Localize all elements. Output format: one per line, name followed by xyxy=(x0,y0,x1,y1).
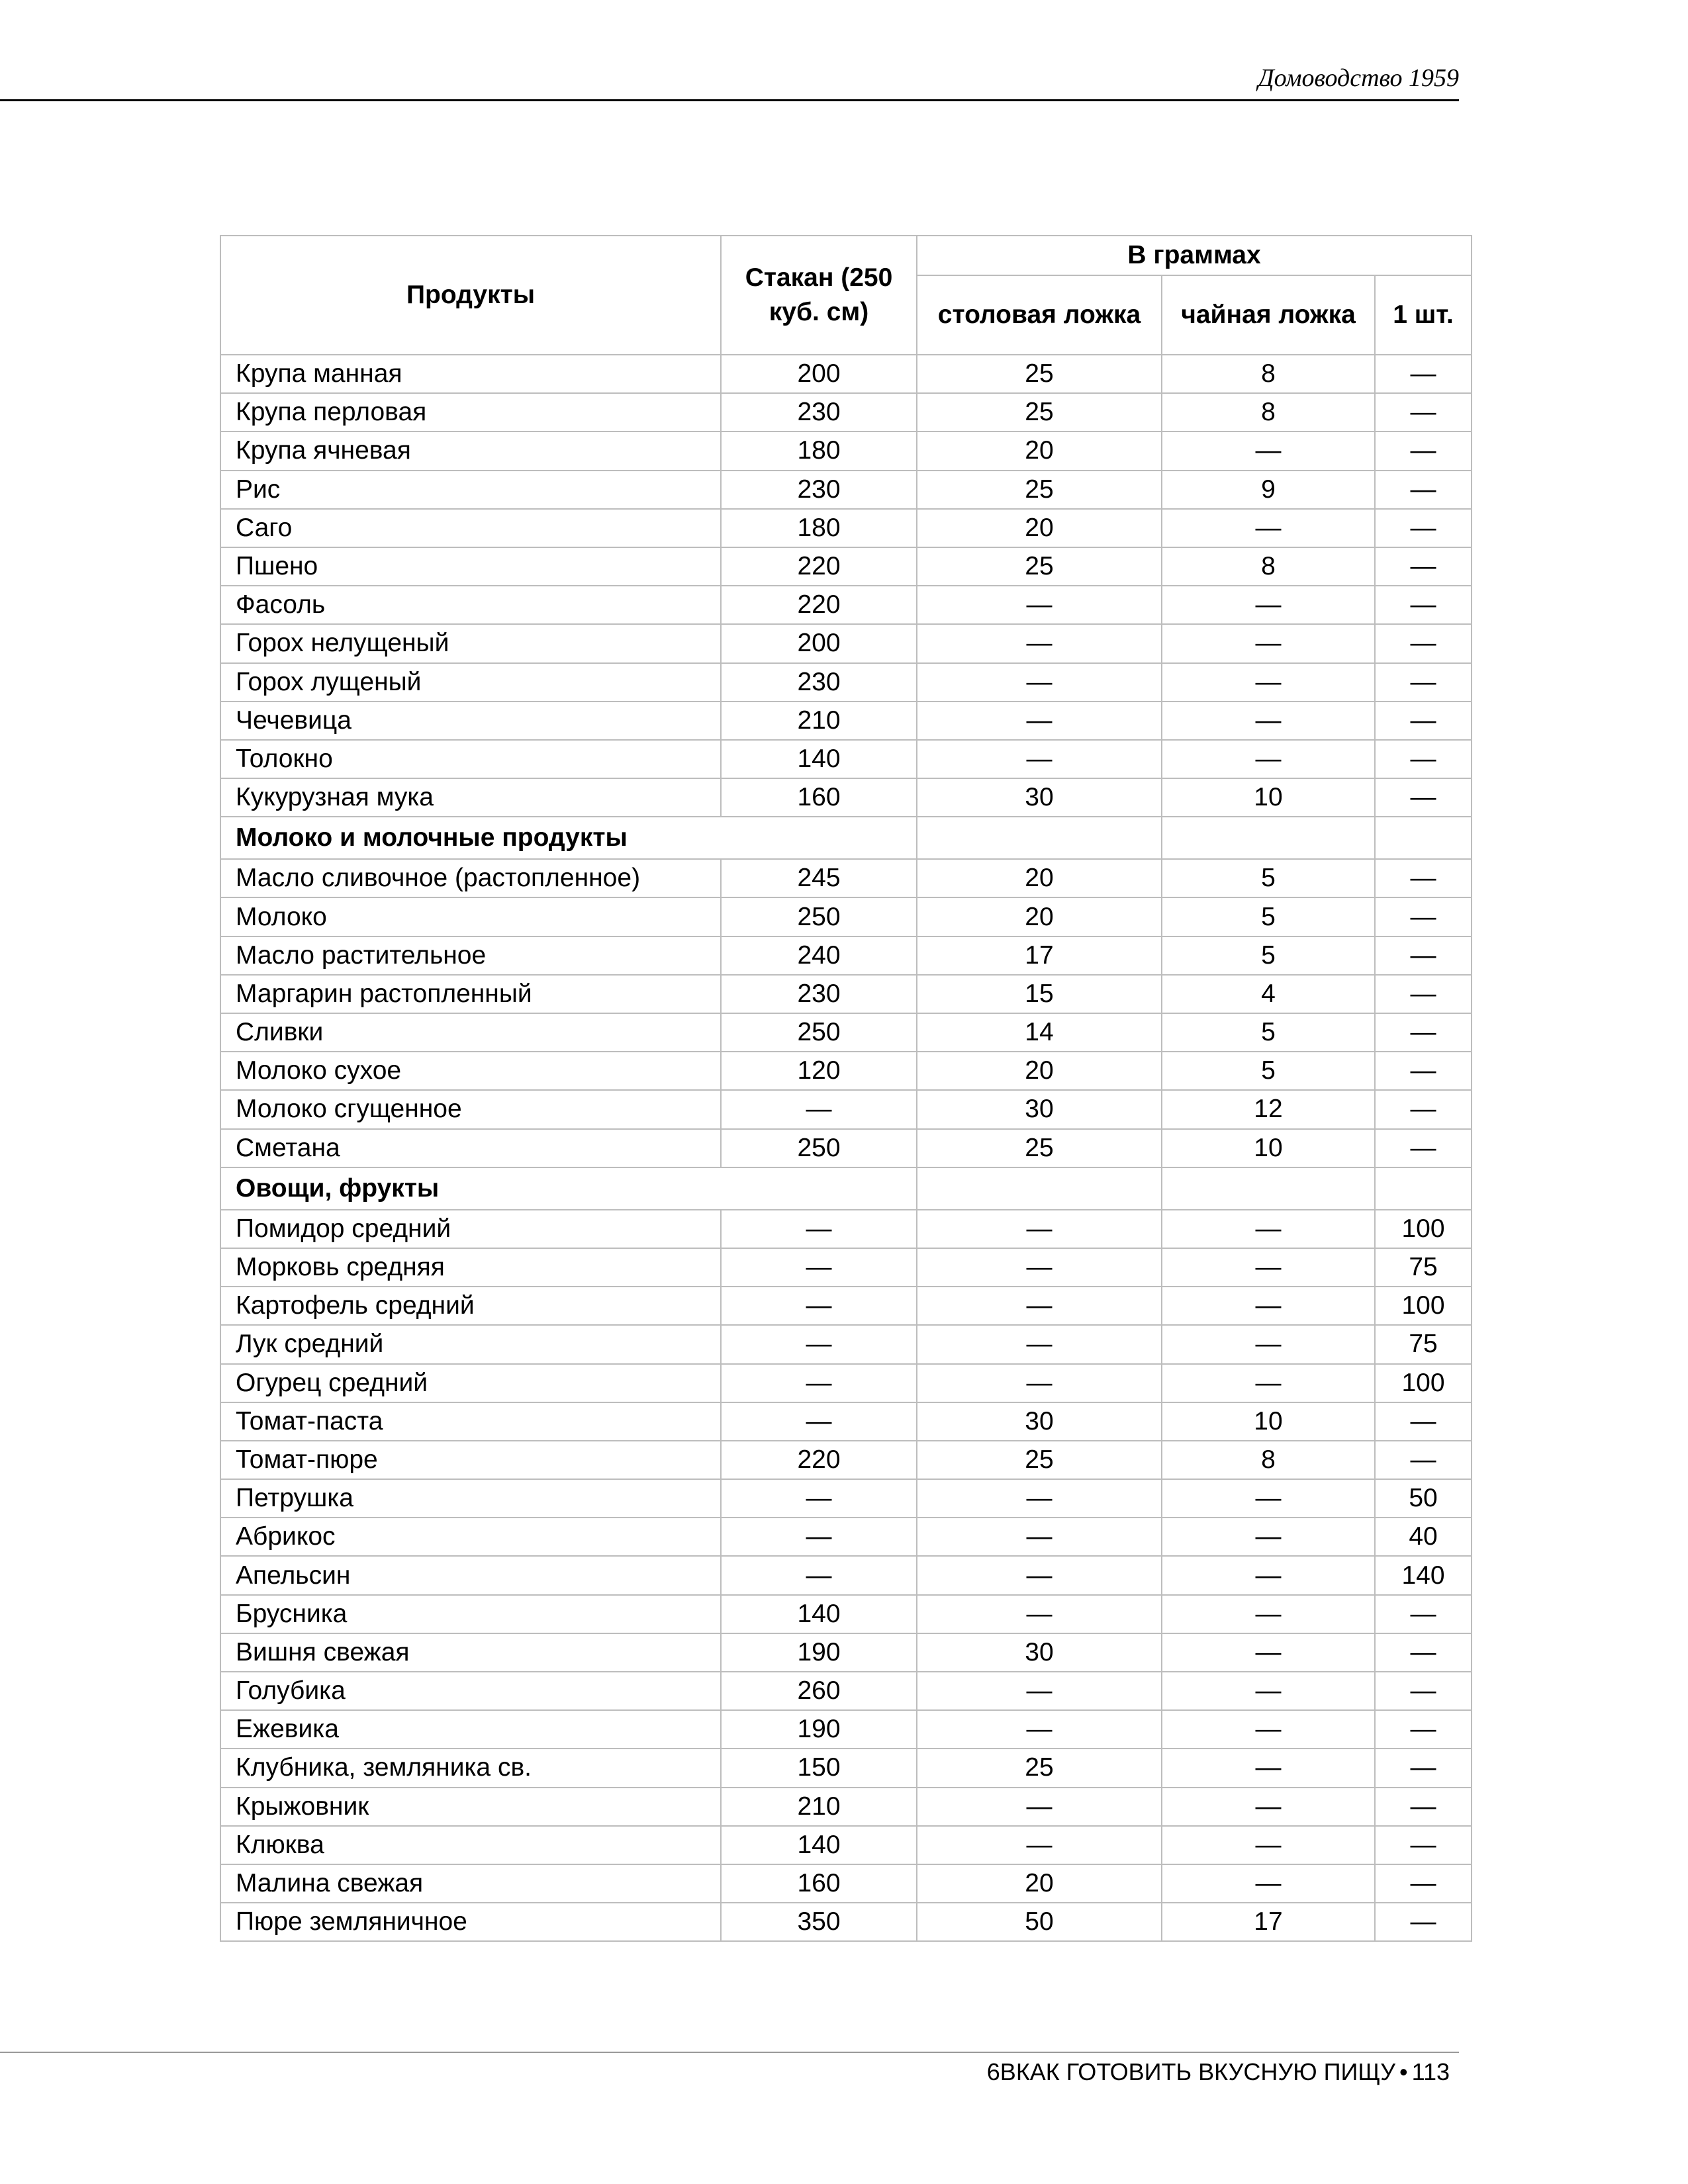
tablespoon-cell: 30 xyxy=(917,1090,1162,1128)
empty-cell xyxy=(1375,817,1472,859)
teaspoon-cell: 5 xyxy=(1162,859,1375,897)
tablespoon-cell: 20 xyxy=(917,1052,1162,1090)
measures-table xyxy=(220,235,1472,1942)
table-row xyxy=(220,1210,1472,1248)
product-name-cell: Лук средний xyxy=(220,1325,721,1363)
footer-text: 6ВКАК ГОТОВИТЬ ВКУСНУЮ ПИЩУ xyxy=(986,2058,1395,2085)
piece-cell: — xyxy=(1375,897,1472,936)
teaspoon-cell: 17 xyxy=(1162,1903,1375,1941)
piece-cell: 40 xyxy=(1375,1518,1472,1556)
glass-cell: — xyxy=(721,1210,917,1248)
piece-cell: — xyxy=(1375,1903,1472,1941)
teaspoon-cell: 5 xyxy=(1162,1052,1375,1090)
teaspoon-cell: 5 xyxy=(1162,1013,1375,1052)
tablespoon-cell: 25 xyxy=(917,393,1162,432)
piece-cell: 140 xyxy=(1375,1556,1472,1594)
section-header-row xyxy=(220,1167,1472,1210)
teaspoon-cell: — xyxy=(1162,1864,1375,1903)
piece-cell: — xyxy=(1375,1633,1472,1672)
glass-cell: 250 xyxy=(721,1013,917,1052)
product-name-cell: Крыжовник xyxy=(220,1788,721,1826)
header-rule xyxy=(0,99,1459,101)
table-row xyxy=(220,1518,1472,1556)
column-header-piece: 1 шт. xyxy=(1375,275,1472,355)
product-name-cell: Горох лущеный xyxy=(220,663,721,702)
glass-cell: 250 xyxy=(721,1129,917,1167)
glass-cell: 120 xyxy=(721,1052,917,1090)
tablespoon-cell: 30 xyxy=(917,1633,1162,1672)
glass-cell: 200 xyxy=(721,624,917,662)
glass-cell: 230 xyxy=(721,975,917,1013)
tablespoon-cell: — xyxy=(917,586,1162,624)
product-name-cell: Апельсин xyxy=(220,1556,721,1594)
teaspoon-cell: 8 xyxy=(1162,393,1375,432)
table-row xyxy=(220,1595,1472,1633)
table-row xyxy=(220,547,1472,586)
tablespoon-cell: 30 xyxy=(917,778,1162,817)
teaspoon-cell: — xyxy=(1162,1287,1375,1325)
piece-cell: — xyxy=(1375,393,1472,432)
glass-cell: 140 xyxy=(721,1826,917,1864)
table-row xyxy=(220,1402,1472,1441)
glass-cell: 245 xyxy=(721,859,917,897)
piece-cell: — xyxy=(1375,1402,1472,1441)
glass-cell: 220 xyxy=(721,1441,917,1479)
glass-cell: 160 xyxy=(721,778,917,817)
product-name-cell: Маргарин растопленный xyxy=(220,975,721,1013)
table-row xyxy=(220,509,1472,547)
column-header-product: Продукты xyxy=(220,236,721,355)
tablespoon-cell: 25 xyxy=(917,1129,1162,1167)
piece-cell: — xyxy=(1375,624,1472,662)
tablespoon-cell: 20 xyxy=(917,897,1162,936)
product-name-cell: Абрикос xyxy=(220,1518,721,1556)
tablespoon-cell: — xyxy=(917,1518,1162,1556)
table-row xyxy=(220,663,1472,702)
tablespoon-cell: — xyxy=(917,740,1162,778)
teaspoon-cell: 10 xyxy=(1162,778,1375,817)
teaspoon-cell: 10 xyxy=(1162,1129,1375,1167)
teaspoon-cell: — xyxy=(1162,624,1375,662)
piece-cell: — xyxy=(1375,1788,1472,1826)
glass-cell: 150 xyxy=(721,1749,917,1787)
piece-cell: — xyxy=(1375,1710,1472,1749)
tablespoon-cell: — xyxy=(917,1287,1162,1325)
section-header-row xyxy=(220,817,1472,859)
teaspoon-cell: — xyxy=(1162,432,1375,470)
table-row xyxy=(220,1248,1472,1287)
product-name-cell: Пшено xyxy=(220,547,721,586)
piece-cell: 75 xyxy=(1375,1248,1472,1287)
table-row xyxy=(220,936,1472,975)
product-name-cell: Пюре земляничное xyxy=(220,1903,721,1941)
table-row xyxy=(220,1090,1472,1128)
tablespoon-cell: — xyxy=(917,624,1162,662)
table-row xyxy=(220,1287,1472,1325)
tablespoon-cell: — xyxy=(917,1826,1162,1864)
tablespoon-cell: 25 xyxy=(917,471,1162,509)
product-name-cell: Молоко сухое xyxy=(220,1052,721,1090)
table-row xyxy=(220,1325,1472,1363)
tablespoon-cell: 25 xyxy=(917,1441,1162,1479)
glass-cell: 140 xyxy=(721,1595,917,1633)
table-row xyxy=(220,1672,1472,1710)
product-name-cell: Молоко сгущенное xyxy=(220,1090,721,1128)
table-row xyxy=(220,1903,1472,1941)
product-name-cell: Крупа манная xyxy=(220,355,721,393)
footer-rule xyxy=(0,2052,1459,2053)
table-body xyxy=(220,355,1472,1941)
piece-cell: — xyxy=(1375,586,1472,624)
glass-cell: 140 xyxy=(721,740,917,778)
product-name-cell: Масло растительное xyxy=(220,936,721,975)
glass-cell: 220 xyxy=(721,586,917,624)
teaspoon-cell: — xyxy=(1162,586,1375,624)
table-row xyxy=(220,1633,1472,1672)
running-footer xyxy=(987,2058,1450,2086)
table-row xyxy=(220,1710,1472,1749)
tablespoon-cell: 30 xyxy=(917,1402,1162,1441)
tablespoon-cell: — xyxy=(917,1556,1162,1594)
tablespoon-cell: — xyxy=(917,1710,1162,1749)
teaspoon-cell: — xyxy=(1162,1518,1375,1556)
teaspoon-cell: — xyxy=(1162,1325,1375,1363)
section-title: Молоко и молочные продукты xyxy=(220,817,917,859)
tablespoon-cell: 25 xyxy=(917,355,1162,393)
tablespoon-cell: — xyxy=(917,1672,1162,1710)
column-group-grams: В граммах xyxy=(917,236,1472,275)
table-row xyxy=(220,1364,1472,1402)
product-name-cell: Морковь средняя xyxy=(220,1248,721,1287)
teaspoon-cell: 9 xyxy=(1162,471,1375,509)
glass-cell: 220 xyxy=(721,547,917,586)
product-name-cell: Томат-паста xyxy=(220,1402,721,1441)
teaspoon-cell: 5 xyxy=(1162,936,1375,975)
teaspoon-cell: — xyxy=(1162,1556,1375,1594)
glass-cell: — xyxy=(721,1287,917,1325)
glass-cell: 190 xyxy=(721,1633,917,1672)
teaspoon-cell: — xyxy=(1162,1672,1375,1710)
product-name-cell: Клюква xyxy=(220,1826,721,1864)
tablespoon-cell: 25 xyxy=(917,1749,1162,1787)
glass-cell: 350 xyxy=(721,1903,917,1941)
piece-cell: — xyxy=(1375,975,1472,1013)
teaspoon-cell: — xyxy=(1162,509,1375,547)
piece-cell: — xyxy=(1375,1826,1472,1864)
tablespoon-cell: — xyxy=(917,1325,1162,1363)
tablespoon-cell: 17 xyxy=(917,936,1162,975)
tablespoon-cell: — xyxy=(917,1364,1162,1402)
teaspoon-cell: — xyxy=(1162,1788,1375,1826)
running-header-title: Домоводство 1959 xyxy=(1258,64,1459,92)
piece-cell: — xyxy=(1375,1052,1472,1090)
product-name-cell: Фасоль xyxy=(220,586,721,624)
glass-cell: 250 xyxy=(721,897,917,936)
piece-cell: — xyxy=(1375,1672,1472,1710)
glass-cell: 190 xyxy=(721,1710,917,1749)
empty-cell xyxy=(1375,1167,1472,1210)
product-name-cell: Малина свежая xyxy=(220,1864,721,1903)
teaspoon-cell: — xyxy=(1162,702,1375,740)
glass-cell: 210 xyxy=(721,1788,917,1826)
table-row xyxy=(220,1749,1472,1787)
column-header-teaspoon: чайная ложка xyxy=(1162,275,1375,355)
table-row xyxy=(220,624,1472,662)
teaspoon-cell: — xyxy=(1162,1210,1375,1248)
piece-cell: 100 xyxy=(1375,1364,1472,1402)
empty-cell xyxy=(917,1167,1162,1210)
piece-cell: — xyxy=(1375,936,1472,975)
product-name-cell: Сметана xyxy=(220,1129,721,1167)
product-name-cell: Картофель средний xyxy=(220,1287,721,1325)
table-row xyxy=(220,586,1472,624)
tablespoon-cell: — xyxy=(917,663,1162,702)
teaspoon-cell: — xyxy=(1162,1633,1375,1672)
product-name-cell: Масло сливочное (растопленное) xyxy=(220,859,721,897)
glass-cell: 230 xyxy=(721,663,917,702)
table-row xyxy=(220,702,1472,740)
empty-cell xyxy=(1162,817,1375,859)
product-name-cell: Сливки xyxy=(220,1013,721,1052)
empty-cell xyxy=(1162,1167,1375,1210)
table-row xyxy=(220,355,1472,393)
product-name-cell: Голубика xyxy=(220,1672,721,1710)
tablespoon-cell: 20 xyxy=(917,509,1162,547)
teaspoon-cell: — xyxy=(1162,663,1375,702)
tablespoon-cell: — xyxy=(917,702,1162,740)
section-title: Овощи, фрукты xyxy=(220,1167,917,1210)
teaspoon-cell: — xyxy=(1162,1364,1375,1402)
piece-cell: — xyxy=(1375,1129,1472,1167)
product-name-cell: Ежевика xyxy=(220,1710,721,1749)
tablespoon-cell: 15 xyxy=(917,975,1162,1013)
glass-cell: 230 xyxy=(721,393,917,432)
piece-cell: — xyxy=(1375,1013,1472,1052)
glass-cell: 200 xyxy=(721,355,917,393)
tablespoon-cell: — xyxy=(917,1479,1162,1518)
product-name-cell: Брусника xyxy=(220,1595,721,1633)
teaspoon-cell: — xyxy=(1162,1479,1375,1518)
product-name-cell: Горох нелущеный xyxy=(220,624,721,662)
product-name-cell: Клубника, земляника св. xyxy=(220,1749,721,1787)
table-row xyxy=(220,471,1472,509)
empty-cell xyxy=(917,817,1162,859)
product-name-cell: Вишня свежая xyxy=(220,1633,721,1672)
table-row xyxy=(220,1441,1472,1479)
teaspoon-cell: — xyxy=(1162,1710,1375,1749)
glass-cell: 180 xyxy=(721,509,917,547)
piece-cell: 50 xyxy=(1375,1479,1472,1518)
table-row xyxy=(220,1556,1472,1594)
footer-bullet: • xyxy=(1399,2058,1408,2085)
tablespoon-cell: 50 xyxy=(917,1903,1162,1941)
glass-cell: 260 xyxy=(721,1672,917,1710)
glass-cell: 180 xyxy=(721,432,917,470)
glass-cell: 240 xyxy=(721,936,917,975)
product-name-cell: Огурец средний xyxy=(220,1364,721,1402)
product-name-cell: Рис xyxy=(220,471,721,509)
tablespoon-cell: — xyxy=(917,1788,1162,1826)
piece-cell: — xyxy=(1375,355,1472,393)
piece-cell: 100 xyxy=(1375,1287,1472,1325)
teaspoon-cell: 10 xyxy=(1162,1402,1375,1441)
glass-cell: — xyxy=(721,1479,917,1518)
column-header-glass: Стакан (250 куб. см) xyxy=(721,236,917,355)
table-row xyxy=(220,393,1472,432)
teaspoon-cell: 8 xyxy=(1162,547,1375,586)
teaspoon-cell: — xyxy=(1162,1248,1375,1287)
teaspoon-cell: — xyxy=(1162,1826,1375,1864)
piece-cell: 75 xyxy=(1375,1325,1472,1363)
glass-cell: — xyxy=(721,1248,917,1287)
product-name-cell: Крупа перловая xyxy=(220,393,721,432)
teaspoon-cell: 8 xyxy=(1162,355,1375,393)
teaspoon-cell: — xyxy=(1162,1595,1375,1633)
product-name-cell: Крупа ячневая xyxy=(220,432,721,470)
table-row xyxy=(220,432,1472,470)
piece-cell: — xyxy=(1375,740,1472,778)
glass-cell: 160 xyxy=(721,1864,917,1903)
teaspoon-cell: 5 xyxy=(1162,897,1375,936)
piece-cell: — xyxy=(1375,547,1472,586)
tablespoon-cell: — xyxy=(917,1248,1162,1287)
glass-cell: — xyxy=(721,1090,917,1128)
glass-cell: — xyxy=(721,1364,917,1402)
glass-cell: — xyxy=(721,1402,917,1441)
piece-cell: — xyxy=(1375,1595,1472,1633)
tablespoon-cell: 14 xyxy=(917,1013,1162,1052)
table-row xyxy=(220,975,1472,1013)
piece-cell: — xyxy=(1375,471,1472,509)
table-row xyxy=(220,897,1472,936)
table-row xyxy=(220,740,1472,778)
product-name-cell: Толокно xyxy=(220,740,721,778)
piece-cell: — xyxy=(1375,778,1472,817)
tablespoon-cell: 25 xyxy=(917,547,1162,586)
product-name-cell: Кукурузная мука xyxy=(220,778,721,817)
piece-cell: — xyxy=(1375,1749,1472,1787)
glass-cell: 230 xyxy=(721,471,917,509)
teaspoon-cell: — xyxy=(1162,1749,1375,1787)
table-row xyxy=(220,1788,1472,1826)
table-row xyxy=(220,778,1472,817)
teaspoon-cell: 4 xyxy=(1162,975,1375,1013)
table-row xyxy=(220,1052,1472,1090)
table-row xyxy=(220,1129,1472,1167)
tablespoon-cell: 20 xyxy=(917,432,1162,470)
piece-cell: — xyxy=(1375,509,1472,547)
product-name-cell: Петрушка xyxy=(220,1479,721,1518)
piece-cell: — xyxy=(1375,1090,1472,1128)
table-row xyxy=(220,1826,1472,1864)
piece-cell: — xyxy=(1375,859,1472,897)
page-number: 113 xyxy=(1411,2058,1450,2085)
product-name-cell: Томат-пюре xyxy=(220,1441,721,1479)
teaspoon-cell: 8 xyxy=(1162,1441,1375,1479)
product-name-cell: Саго xyxy=(220,509,721,547)
column-header-tablespoon: столовая ложка xyxy=(917,275,1162,355)
teaspoon-cell: — xyxy=(1162,740,1375,778)
teaspoon-cell: 12 xyxy=(1162,1090,1375,1128)
piece-cell: — xyxy=(1375,663,1472,702)
piece-cell: — xyxy=(1375,1864,1472,1903)
product-name-cell: Чечевица xyxy=(220,702,721,740)
table-row xyxy=(220,859,1472,897)
product-name-cell: Помидор средний xyxy=(220,1210,721,1248)
piece-cell: — xyxy=(1375,432,1472,470)
table-row xyxy=(220,1864,1472,1903)
glass-cell: — xyxy=(721,1325,917,1363)
glass-cell: — xyxy=(721,1518,917,1556)
tablespoon-cell: — xyxy=(917,1210,1162,1248)
piece-cell: — xyxy=(1375,1441,1472,1479)
tablespoon-cell: — xyxy=(917,1595,1162,1633)
tablespoon-cell: 20 xyxy=(917,859,1162,897)
glass-cell: 210 xyxy=(721,702,917,740)
table-row xyxy=(220,1013,1472,1052)
piece-cell: — xyxy=(1375,702,1472,740)
table-row xyxy=(220,1479,1472,1518)
product-name-cell: Молоко xyxy=(220,897,721,936)
piece-cell: 100 xyxy=(1375,1210,1472,1248)
tablespoon-cell: 20 xyxy=(917,1864,1162,1903)
glass-cell: — xyxy=(721,1556,917,1594)
